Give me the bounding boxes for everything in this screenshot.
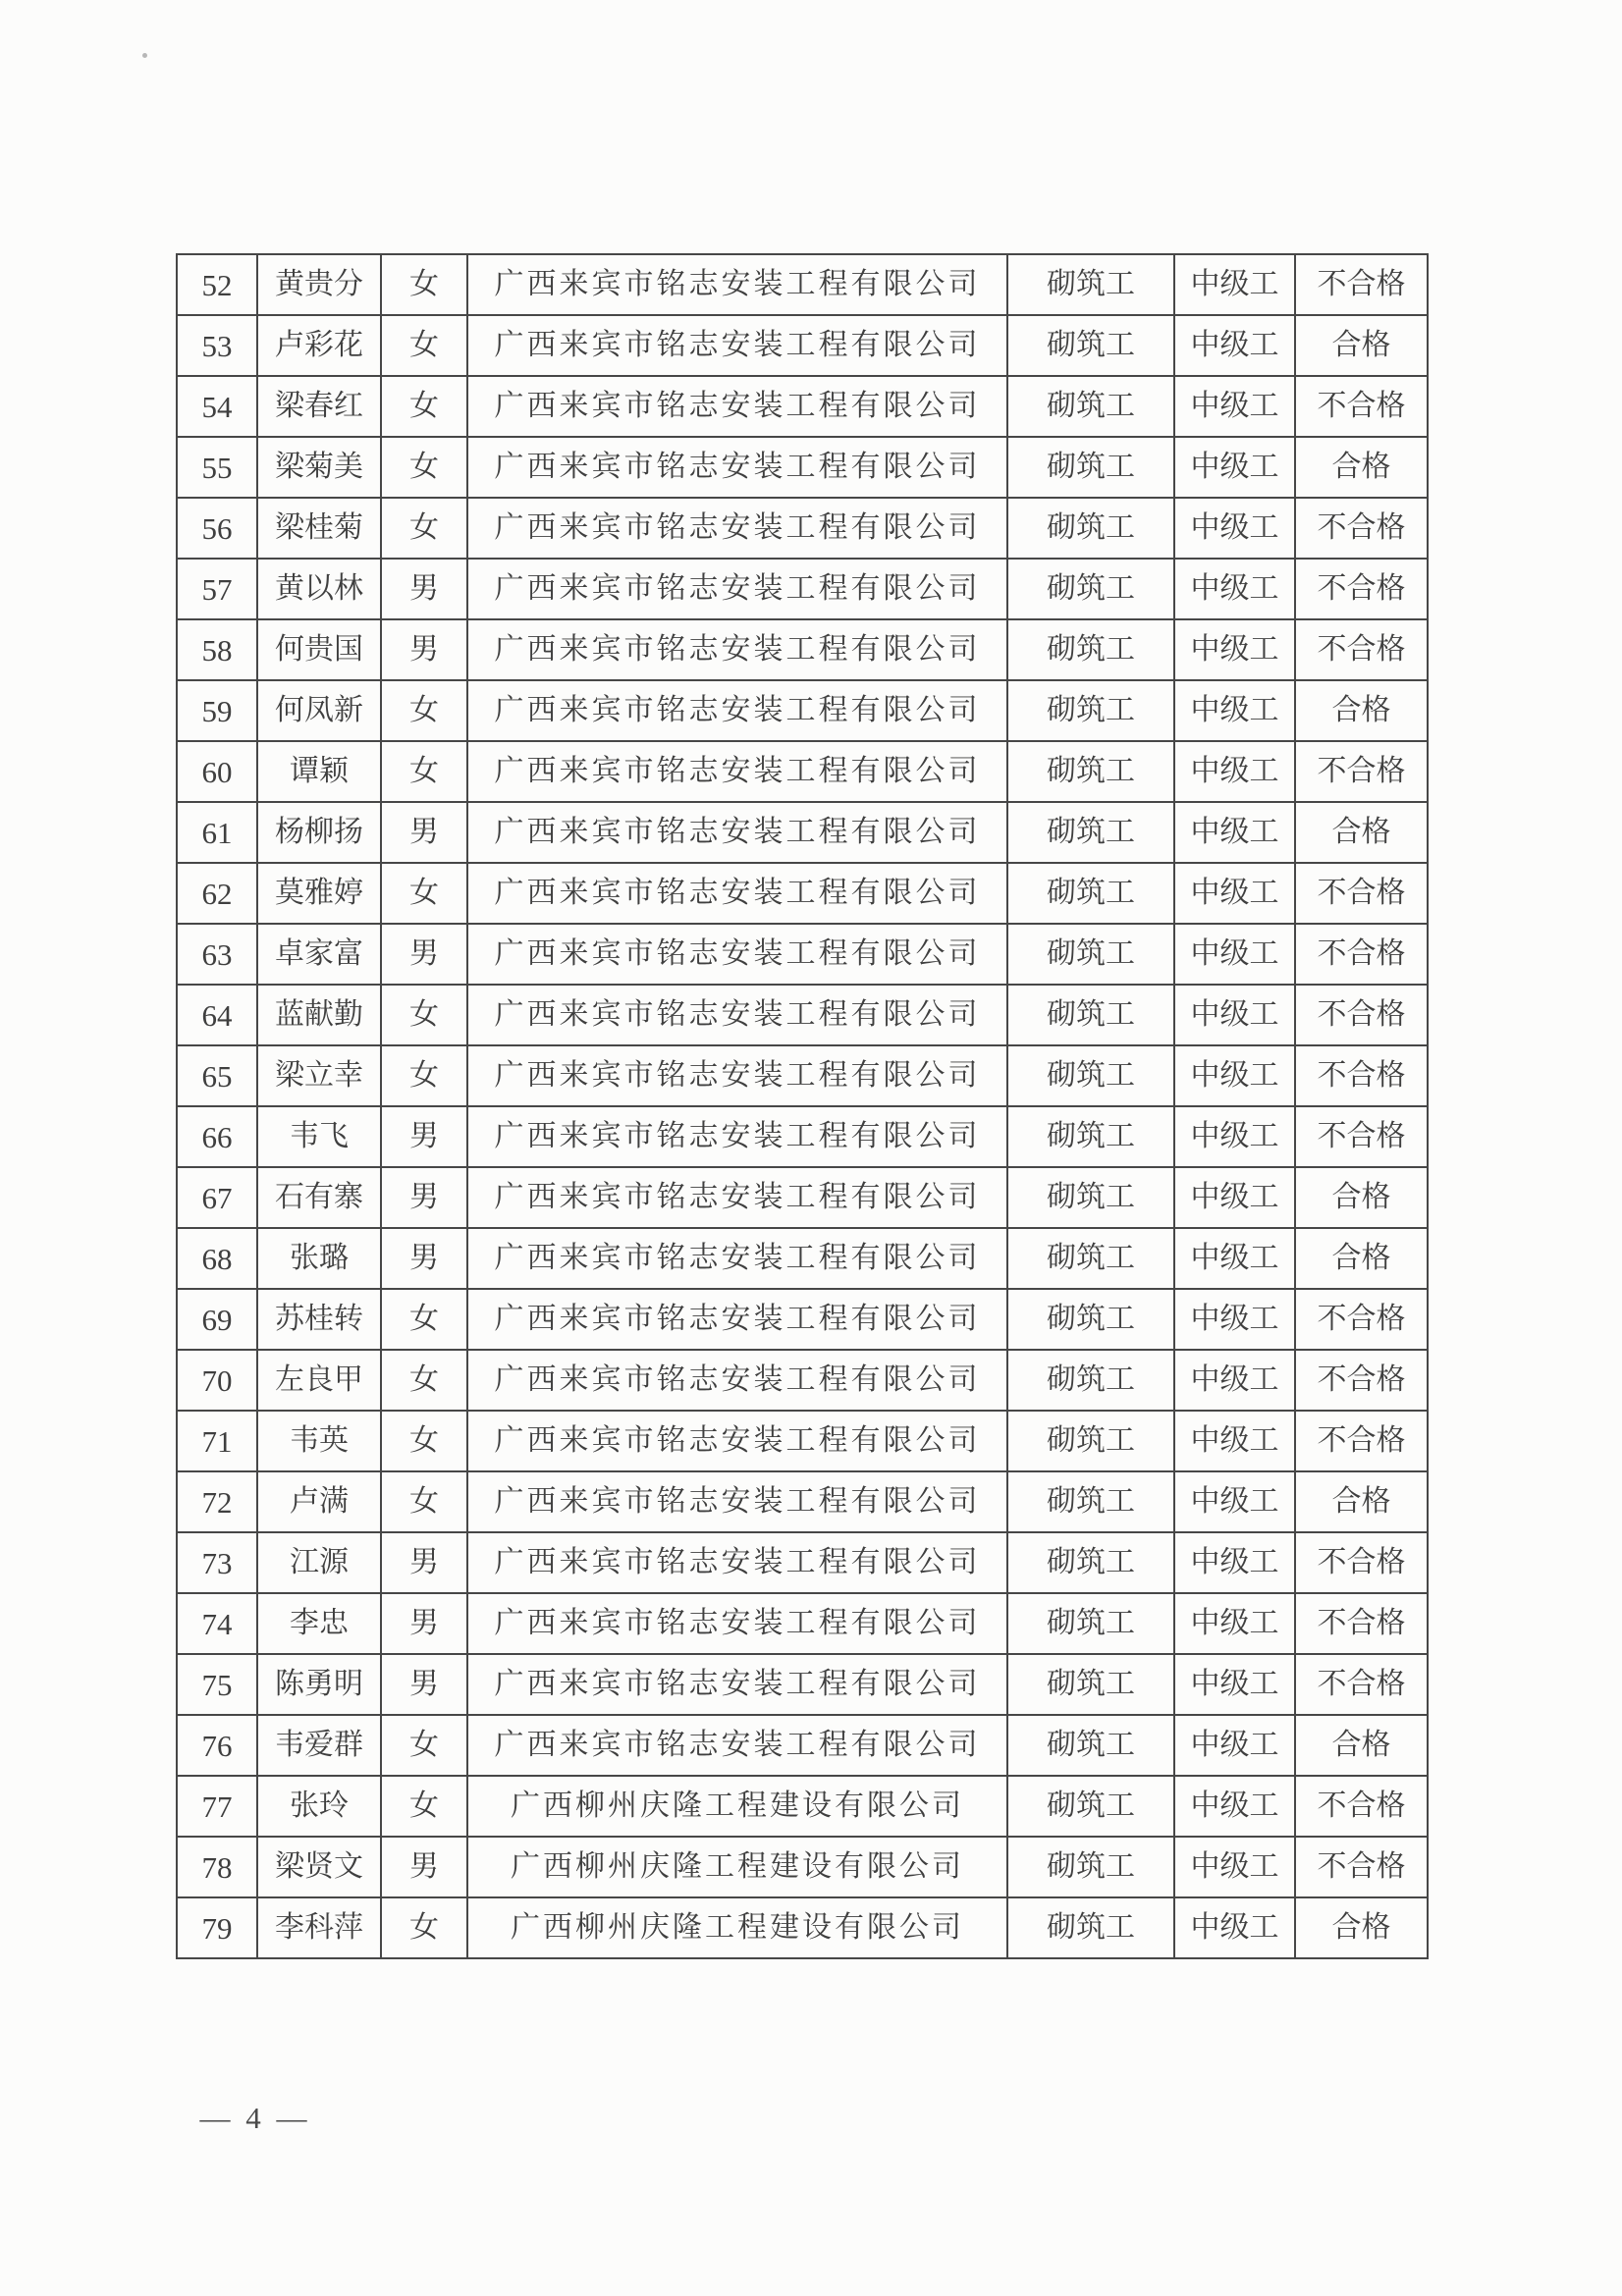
row-number: 76 [177, 1715, 257, 1776]
company: 广西来宾市铭志安装工程有限公司 [467, 1654, 1007, 1715]
table-row [177, 1593, 1428, 1654]
row-number: 66 [177, 1106, 257, 1167]
skill-level: 中级工 [1174, 437, 1295, 498]
table-row [177, 863, 1428, 924]
result: 合格 [1295, 1715, 1428, 1776]
gender: 女 [381, 1776, 467, 1837]
gender: 女 [381, 1045, 467, 1106]
table-row [177, 254, 1428, 315]
row-number: 71 [177, 1411, 257, 1471]
person-name: 卢彩花 [257, 315, 381, 376]
table-row [177, 619, 1428, 680]
skill-level: 中级工 [1174, 680, 1295, 741]
skill-level: 中级工 [1174, 802, 1295, 863]
table-row [177, 1776, 1428, 1837]
company: 广西来宾市铭志安装工程有限公司 [467, 1350, 1007, 1411]
company: 广西来宾市铭志安装工程有限公司 [467, 741, 1007, 802]
company: 广西来宾市铭志安装工程有限公司 [467, 1715, 1007, 1776]
row-number: 56 [177, 498, 257, 559]
result: 不合格 [1295, 985, 1428, 1045]
trade: 砌筑工 [1007, 1532, 1174, 1593]
trade: 砌筑工 [1007, 741, 1174, 802]
table-row [177, 985, 1428, 1045]
company: 广西来宾市铭志安装工程有限公司 [467, 254, 1007, 315]
company: 广西来宾市铭志安装工程有限公司 [467, 437, 1007, 498]
skill-level: 中级工 [1174, 1897, 1295, 1958]
company: 广西来宾市铭志安装工程有限公司 [467, 315, 1007, 376]
person-name: 石有寨 [257, 1167, 381, 1228]
trade: 砌筑工 [1007, 498, 1174, 559]
row-number: 73 [177, 1532, 257, 1593]
gender: 男 [381, 924, 467, 985]
gender: 男 [381, 1106, 467, 1167]
person-name: 梁菊美 [257, 437, 381, 498]
table-row [177, 1411, 1428, 1471]
skill-level: 中级工 [1174, 1654, 1295, 1715]
gender: 男 [381, 1167, 467, 1228]
table-row [177, 315, 1428, 376]
row-number: 75 [177, 1654, 257, 1715]
trade: 砌筑工 [1007, 802, 1174, 863]
trade: 砌筑工 [1007, 985, 1174, 1045]
result: 合格 [1295, 315, 1428, 376]
trade: 砌筑工 [1007, 254, 1174, 315]
table-row [177, 924, 1428, 985]
skill-level: 中级工 [1174, 985, 1295, 1045]
row-number: 55 [177, 437, 257, 498]
row-number: 62 [177, 863, 257, 924]
person-name: 梁立幸 [257, 1045, 381, 1106]
company: 广西来宾市铭志安装工程有限公司 [467, 1045, 1007, 1106]
person-name: 梁桂菊 [257, 498, 381, 559]
person-name: 黄贵分 [257, 254, 381, 315]
skill-level: 中级工 [1174, 1471, 1295, 1532]
person-name: 谭颖 [257, 741, 381, 802]
row-number: 60 [177, 741, 257, 802]
gender: 女 [381, 1471, 467, 1532]
person-name: 李科萍 [257, 1897, 381, 1958]
table-row [177, 802, 1428, 863]
skill-level: 中级工 [1174, 498, 1295, 559]
page-number: — 4 — [199, 2101, 311, 2135]
skill-level: 中级工 [1174, 1837, 1295, 1897]
company: 广西来宾市铭志安装工程有限公司 [467, 376, 1007, 437]
result: 不合格 [1295, 741, 1428, 802]
skill-level: 中级工 [1174, 1289, 1295, 1350]
result: 合格 [1295, 802, 1428, 863]
result: 不合格 [1295, 1106, 1428, 1167]
trade: 砌筑工 [1007, 437, 1174, 498]
trade: 砌筑工 [1007, 376, 1174, 437]
person-name: 江源 [257, 1532, 381, 1593]
result: 不合格 [1295, 863, 1428, 924]
company: 广西来宾市铭志安装工程有限公司 [467, 559, 1007, 619]
gender: 女 [381, 863, 467, 924]
gender: 女 [381, 741, 467, 802]
company: 广西来宾市铭志安装工程有限公司 [467, 1167, 1007, 1228]
gender: 女 [381, 1715, 467, 1776]
trade: 砌筑工 [1007, 1715, 1174, 1776]
row-number: 63 [177, 924, 257, 985]
row-number: 79 [177, 1897, 257, 1958]
table-row [177, 1837, 1428, 1897]
skill-level: 中级工 [1174, 863, 1295, 924]
trade: 砌筑工 [1007, 1350, 1174, 1411]
person-name: 杨柳扬 [257, 802, 381, 863]
skill-level: 中级工 [1174, 1228, 1295, 1289]
scan-artifact-dot [142, 53, 147, 58]
company: 广西来宾市铭志安装工程有限公司 [467, 1471, 1007, 1532]
trade: 砌筑工 [1007, 863, 1174, 924]
result: 合格 [1295, 1471, 1428, 1532]
trade: 砌筑工 [1007, 315, 1174, 376]
company: 广西柳州庆隆工程建设有限公司 [467, 1897, 1007, 1958]
trade: 砌筑工 [1007, 1837, 1174, 1897]
skill-level: 中级工 [1174, 1106, 1295, 1167]
result: 不合格 [1295, 619, 1428, 680]
row-number: 53 [177, 315, 257, 376]
skill-level: 中级工 [1174, 1593, 1295, 1654]
row-number: 69 [177, 1289, 257, 1350]
company: 广西来宾市铭志安装工程有限公司 [467, 1289, 1007, 1350]
company: 广西来宾市铭志安装工程有限公司 [467, 863, 1007, 924]
result: 不合格 [1295, 1776, 1428, 1837]
gender: 男 [381, 1593, 467, 1654]
gender: 女 [381, 680, 467, 741]
gender: 女 [381, 1350, 467, 1411]
gender: 男 [381, 1532, 467, 1593]
company: 广西柳州庆隆工程建设有限公司 [467, 1837, 1007, 1897]
company: 广西来宾市铭志安装工程有限公司 [467, 680, 1007, 741]
row-number: 61 [177, 802, 257, 863]
gender: 女 [381, 498, 467, 559]
person-name: 左良甲 [257, 1350, 381, 1411]
table-row [177, 680, 1428, 741]
result: 合格 [1295, 1897, 1428, 1958]
person-name: 张玲 [257, 1776, 381, 1837]
trade: 砌筑工 [1007, 924, 1174, 985]
table-row [177, 1654, 1428, 1715]
gender: 女 [381, 437, 467, 498]
company: 广西柳州庆隆工程建设有限公司 [467, 1776, 1007, 1837]
skill-level: 中级工 [1174, 1411, 1295, 1471]
trade: 砌筑工 [1007, 1593, 1174, 1654]
row-number: 54 [177, 376, 257, 437]
skill-level: 中级工 [1174, 1350, 1295, 1411]
person-name: 何贵国 [257, 619, 381, 680]
trade: 砌筑工 [1007, 1167, 1174, 1228]
trade: 砌筑工 [1007, 1106, 1174, 1167]
result: 合格 [1295, 680, 1428, 741]
company: 广西来宾市铭志安装工程有限公司 [467, 1106, 1007, 1167]
gender: 女 [381, 1897, 467, 1958]
table-row [177, 1471, 1428, 1532]
company: 广西来宾市铭志安装工程有限公司 [467, 985, 1007, 1045]
person-name: 李忠 [257, 1593, 381, 1654]
result: 合格 [1295, 437, 1428, 498]
person-name: 卢满 [257, 1471, 381, 1532]
gender: 男 [381, 1837, 467, 1897]
person-name: 蓝献勤 [257, 985, 381, 1045]
person-name: 黄以林 [257, 559, 381, 619]
person-name: 张璐 [257, 1228, 381, 1289]
row-number: 65 [177, 1045, 257, 1106]
row-number: 70 [177, 1350, 257, 1411]
skill-level: 中级工 [1174, 619, 1295, 680]
person-name: 梁春红 [257, 376, 381, 437]
table-row [177, 1532, 1428, 1593]
table-row [177, 559, 1428, 619]
trade: 砌筑工 [1007, 1776, 1174, 1837]
table-row [177, 1350, 1428, 1411]
result: 合格 [1295, 1228, 1428, 1289]
company: 广西来宾市铭志安装工程有限公司 [467, 924, 1007, 985]
row-number: 72 [177, 1471, 257, 1532]
row-number: 64 [177, 985, 257, 1045]
results-table-body [177, 254, 1428, 1958]
gender: 女 [381, 1289, 467, 1350]
result: 不合格 [1295, 1593, 1428, 1654]
gender: 女 [381, 254, 467, 315]
table-row [177, 741, 1428, 802]
result: 不合格 [1295, 1289, 1428, 1350]
trade: 砌筑工 [1007, 680, 1174, 741]
company: 广西来宾市铭志安装工程有限公司 [467, 1228, 1007, 1289]
row-number: 78 [177, 1837, 257, 1897]
skill-level: 中级工 [1174, 1045, 1295, 1106]
table-row [177, 1228, 1428, 1289]
result: 不合格 [1295, 1837, 1428, 1897]
gender: 男 [381, 559, 467, 619]
row-number: 74 [177, 1593, 257, 1654]
table-row [177, 1045, 1428, 1106]
result: 不合格 [1295, 376, 1428, 437]
trade: 砌筑工 [1007, 1228, 1174, 1289]
row-number: 59 [177, 680, 257, 741]
skill-level: 中级工 [1174, 1776, 1295, 1837]
person-name: 苏桂转 [257, 1289, 381, 1350]
person-name: 韦飞 [257, 1106, 381, 1167]
trade: 砌筑工 [1007, 1471, 1174, 1532]
skill-level: 中级工 [1174, 741, 1295, 802]
gender: 男 [381, 1228, 467, 1289]
company: 广西来宾市铭志安装工程有限公司 [467, 802, 1007, 863]
trade: 砌筑工 [1007, 1897, 1174, 1958]
company: 广西来宾市铭志安装工程有限公司 [467, 1532, 1007, 1593]
person-name: 陈勇明 [257, 1654, 381, 1715]
company: 广西来宾市铭志安装工程有限公司 [467, 1411, 1007, 1471]
trade: 砌筑工 [1007, 1411, 1174, 1471]
row-number: 67 [177, 1167, 257, 1228]
result: 不合格 [1295, 254, 1428, 315]
result: 不合格 [1295, 1654, 1428, 1715]
skill-level: 中级工 [1174, 559, 1295, 619]
table-row [177, 498, 1428, 559]
table-row [177, 376, 1428, 437]
result: 不合格 [1295, 559, 1428, 619]
gender: 男 [381, 1654, 467, 1715]
company: 广西来宾市铭志安装工程有限公司 [467, 1593, 1007, 1654]
row-number: 58 [177, 619, 257, 680]
table-row [177, 1715, 1428, 1776]
company: 广西来宾市铭志安装工程有限公司 [467, 498, 1007, 559]
gender: 女 [381, 985, 467, 1045]
row-number: 77 [177, 1776, 257, 1837]
result: 不合格 [1295, 498, 1428, 559]
result: 不合格 [1295, 1350, 1428, 1411]
skill-level: 中级工 [1174, 1715, 1295, 1776]
result: 合格 [1295, 1167, 1428, 1228]
table-row [177, 1106, 1428, 1167]
trade: 砌筑工 [1007, 559, 1174, 619]
person-name: 何凤新 [257, 680, 381, 741]
row-number: 68 [177, 1228, 257, 1289]
skill-level: 中级工 [1174, 1532, 1295, 1593]
gender: 男 [381, 802, 467, 863]
table-row [177, 437, 1428, 498]
trade: 砌筑工 [1007, 619, 1174, 680]
result: 不合格 [1295, 1411, 1428, 1471]
row-number: 52 [177, 254, 257, 315]
gender: 男 [381, 619, 467, 680]
trade: 砌筑工 [1007, 1289, 1174, 1350]
gender: 女 [381, 376, 467, 437]
trade: 砌筑工 [1007, 1654, 1174, 1715]
table-row [177, 1289, 1428, 1350]
skill-level: 中级工 [1174, 376, 1295, 437]
company: 广西来宾市铭志安装工程有限公司 [467, 619, 1007, 680]
result: 不合格 [1295, 1532, 1428, 1593]
person-name: 梁贤文 [257, 1837, 381, 1897]
gender: 女 [381, 1411, 467, 1471]
gender: 女 [381, 315, 467, 376]
result: 不合格 [1295, 1045, 1428, 1106]
row-number: 57 [177, 559, 257, 619]
skill-level: 中级工 [1174, 924, 1295, 985]
person-name: 韦爱群 [257, 1715, 381, 1776]
person-name: 韦英 [257, 1411, 381, 1471]
table-row [177, 1167, 1428, 1228]
skill-level: 中级工 [1174, 1167, 1295, 1228]
results-table [176, 253, 1429, 1959]
result: 不合格 [1295, 924, 1428, 985]
trade: 砌筑工 [1007, 1045, 1174, 1106]
skill-level: 中级工 [1174, 254, 1295, 315]
table-row [177, 1897, 1428, 1958]
person-name: 莫雅婷 [257, 863, 381, 924]
person-name: 卓家富 [257, 924, 381, 985]
skill-level: 中级工 [1174, 315, 1295, 376]
